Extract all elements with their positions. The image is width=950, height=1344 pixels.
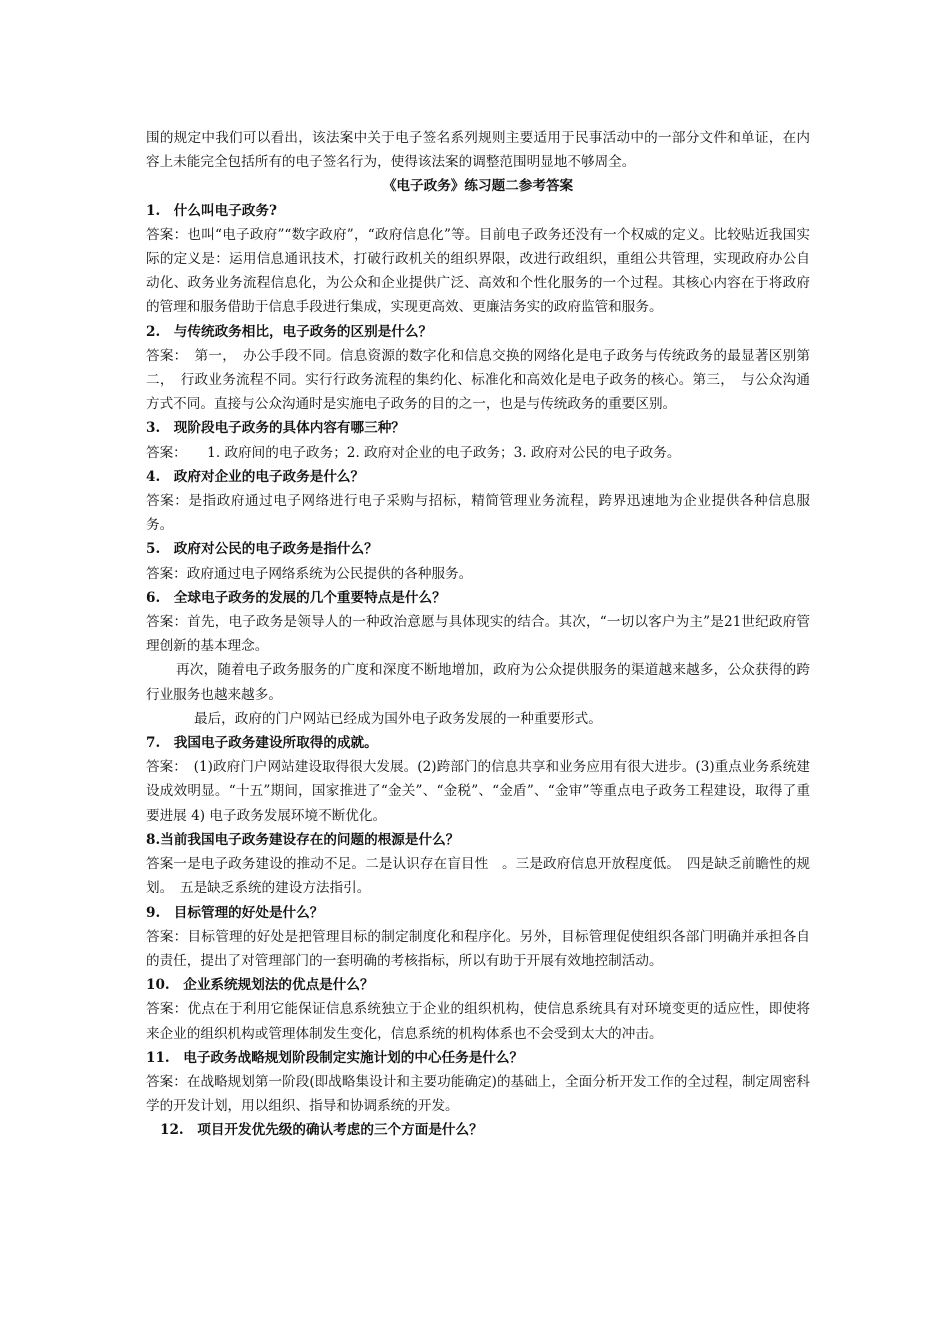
answer-1: 答案：也叫“电子政府”“数字政府”，“政府信息化”等。目前电子政务还没有一个权威的定义。比较贴近我国实际的定义是：运用信息通讯技术，打破行政机关的组织界限，改进行政组织，重组公共管理，实现政府办公自动化、政务业务流程信息化，为公众和企业提供广泛、高效和个性化服务的一个过程。其核心内容在于将政府的管理和服务借助于信息手段进行集成，实现更高效、更廉洁务实的政府监管和服务。 <box>146 226 810 316</box>
question-10: 10. 企业系统规划法的优点是什么？ <box>146 977 374 994</box>
answer-5: 答案：政府通过电子网络系统为公民提供的各种服务。 <box>146 565 473 582</box>
question-4: 4. 政府对企业的电子政务是什么？ <box>146 468 365 485</box>
answer-10: 答案：优点在于利用它能保证信息系统独立于企业的组织机构，使信息系统具有对环境变更的适应性，即使将来企业的组织机构或管理体制发生变化，信息系统的机构体系也不会受到太大的冲击。 <box>146 1001 810 1042</box>
answer-6-paragraph-3: 最后，政府的门户网站已经成为国外电子政务发展的一种重要形式。 <box>194 710 602 727</box>
question-9: 9. 目标管理的好处是什么？ <box>146 904 324 921</box>
answer-3: 答案： 1. 政府间的电子政务；2. 政府对企业的电子政务；3. 政府对公民的电子政务。 <box>146 444 681 461</box>
question-3: 3. 现阶段电子政务的具体内容有哪三种？ <box>146 420 405 437</box>
answer-8: 答案一是电子政务建设的推动不足。二是认识存在盲目性 。三是政府信息开放程度低。 四是缺乏前瞻性的规划。 五是缺乏系统的建设方法指引。 <box>146 856 810 897</box>
document-page <box>146 126 810 1143</box>
question-8: 8.当前我国电子政务建设存在的问题的根源是什么？ <box>146 831 460 848</box>
question-11: 11. 电子政务战略规划阶段制定实施计划的中心任务是什么？ <box>146 1049 524 1066</box>
answer-6: 答案：首先，电子政务是领导人的一种政治意愿与具体现实的结合。其次，“一切以客户为主”是21世纪政府管理创新的基本理念。 <box>146 614 810 655</box>
document-title: 《电子政务》练习题二参考答案 <box>382 178 574 195</box>
answer-2: 答案： 第一， 办公手段不同。信息资源的数字化和信息交换的网络化是电子政务与传统政务的最显著区别第二， 行政业务流程不同。实行行政务流程的集约化、标准化和高效化是电子政务的核心。第三， 与公众沟通方式不同。直接与公众沟通时是实施电子政务的目的之一，也是与传统政务的重要区别。 <box>146 347 810 413</box>
answer-9: 答案：目标管理的好处是把管理目标的制定制度化和程序化。另外，目标管理促使组织各部门明确并承担各自的责任，提出了对管理部门的一套明确的考核指标，所以有助于开展有效地控制活动。 <box>146 928 810 969</box>
intro-paragraph: 围的规定中我们可以看出，该法案中关于电子签名系列规则主要适用于民事活动中的一部分文件和单证，在内容上未能完全包括所有的电子签名行为，使得该法案的调整范围明显地不够周全。 <box>146 130 810 171</box>
answer-4: 答案：是指政府通过电子网络进行电子采购与招标，精简管理业务流程，跨界迅速地为企业提供各种信息服务。 <box>146 493 810 534</box>
question-12: 12. 项目开发优先级的确认考虑的三个方面是什么？ <box>160 1122 483 1139</box>
question-1: 1. 什么叫电子政务? <box>146 202 277 219</box>
answer-6-paragraph-2: 再次，随着电子政务服务的广度和深度不断地增加，政府为公众提供服务的渠道越来越多，公众获得的跨行业服务也越来越多。 <box>146 662 810 703</box>
question-6: 6. 全球电子政务的发展的几个重要特点是什么？ <box>146 589 446 606</box>
answer-11: 答案：在战略规划第一阶段(即战略集设计和主要功能确定)的基础上，全面分析开发工作的全过程，制定周密科学的开发计划，用以组织、指导和协调系统的开发。 <box>146 1073 810 1115</box>
question-7: 7. 我国电子政务建设所取得的成就。 <box>146 735 378 752</box>
question-2: 2. 与传统政务相比，电子政务的区别是什么？ <box>146 323 433 340</box>
question-5: 5. 政府对公民的电子政务是指什么？ <box>146 541 378 558</box>
answer-7: 答案： (1)政府门户网站建设取得很大发展。(2)跨部门的信息共享和业务应用有很大进步。(3)重点业务系统建设成效明显。“十五”期间，国家推进了“金关”、“金税”、“金盾”、“金审”等重点电子政务工程建设，取得了重要进展 4) 电子政务发展环境不断优化。 <box>146 759 810 824</box>
